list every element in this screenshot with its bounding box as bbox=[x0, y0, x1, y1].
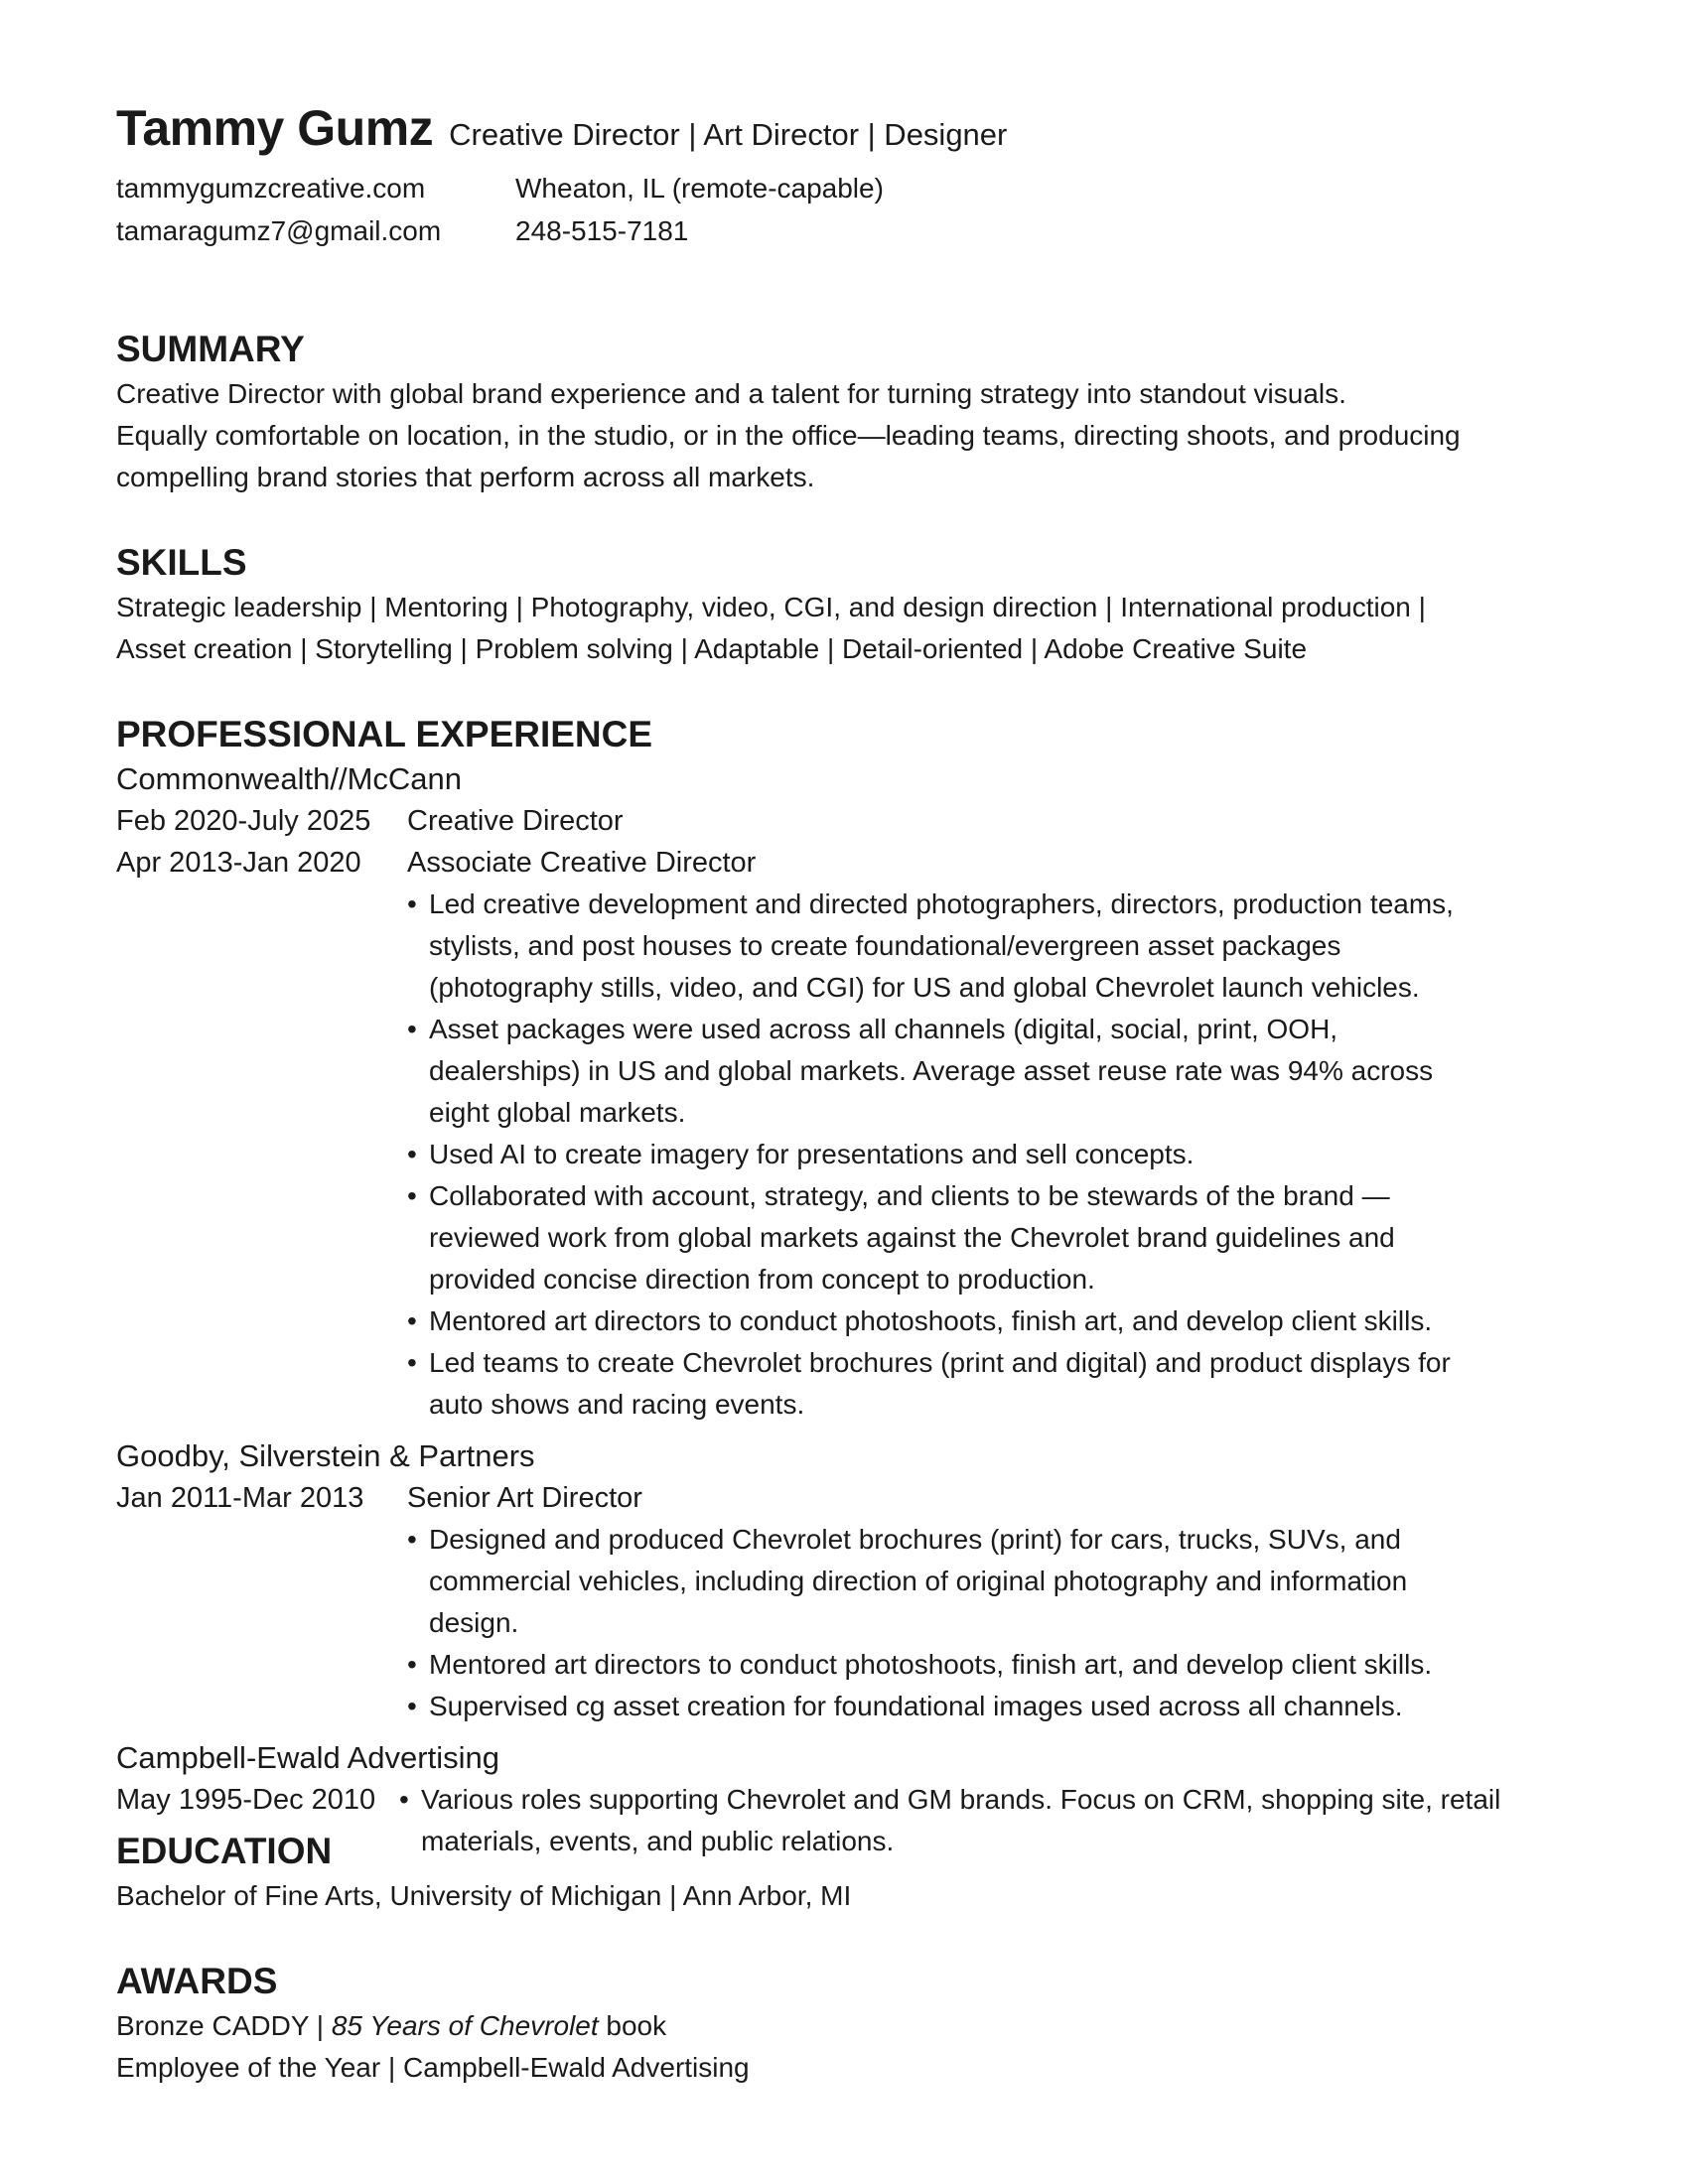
experience-heading: PROFESSIONAL EXPERIENCE bbox=[116, 714, 653, 754]
role-title: Senior Art Director bbox=[407, 1482, 642, 1514]
bullet-item: • Supervised cg asset creation for foundational images used across all channels. bbox=[407, 1686, 1491, 1727]
book-title: 85 Years of Chevrolet bbox=[331, 2010, 599, 2041]
bullet-icon: • bbox=[407, 1014, 417, 1044]
role-dates: Feb 2020-July 2025 bbox=[116, 805, 371, 837]
experience-section bbox=[116, 711, 1586, 1862]
bullet-icon: • bbox=[407, 1649, 417, 1680]
role-dates: Jan 2011-Mar 2013 bbox=[116, 1482, 364, 1514]
awards-section bbox=[116, 1958, 1586, 2089]
skills-heading: SKILLS bbox=[116, 542, 247, 583]
role-dates: May 1995-Dec 2010 bbox=[116, 1784, 376, 1816]
summary-line: Equally comfortable on location, in the studio, or in the office—leading teams, directing shoots, and producing bbox=[116, 420, 1461, 451]
role-row bbox=[116, 800, 1586, 842]
bullet-icon: • bbox=[407, 1305, 417, 1336]
resume-page bbox=[116, 99, 1586, 2083]
education-section bbox=[116, 1828, 1586, 1917]
bullet-icon: • bbox=[407, 1524, 417, 1555]
role-dates: Apr 2013-Jan 2020 bbox=[116, 847, 361, 879]
bullet-list bbox=[116, 1519, 1586, 1727]
contact-info bbox=[116, 167, 1586, 252]
bullet-item: • Mentored art directors to conduct photoshoots, finish art, and develop client skills. bbox=[407, 1644, 1491, 1686]
education-heading: EDUCATION bbox=[116, 1831, 333, 1871]
summary-section bbox=[116, 326, 1586, 498]
candidate-name: Tammy Gumz bbox=[116, 100, 434, 156]
bullet-icon: • bbox=[407, 1691, 417, 1721]
summary-line: Creative Director with global brand experience and a talent for turning strategy into standout visuals. bbox=[116, 378, 1346, 409]
bullet-list bbox=[116, 884, 1586, 1426]
bullet-icon: • bbox=[407, 888, 417, 919]
phone-text: 248-515-7181 bbox=[515, 215, 689, 246]
bullet-item: • Asset packages were used across all channels (digital, social, print, OOH, dealerships) in US and global markets. Average asset reuse rate was 94% across eight global markets. bbox=[407, 1009, 1491, 1134]
summary-heading: SUMMARY bbox=[116, 329, 305, 369]
skills-line: Asset creation | Storytelling | Problem solving | Adaptable | Detail-oriented | Adobe Creative Suite bbox=[116, 633, 1308, 664]
skills-section bbox=[116, 539, 1586, 670]
education-text: Bachelor of Fine Arts, University of Michigan | Ann Arbor, MI bbox=[116, 1880, 852, 1911]
award-item: Employee of the Year | Campbell-Ewald Advertising bbox=[116, 2052, 750, 2083]
role-title: Creative Director bbox=[407, 805, 624, 837]
resume-header bbox=[116, 99, 1586, 252]
skills-line: Strategic leadership | Mentoring | Photography, video, CGI, and design direction | International production | bbox=[116, 592, 1426, 622]
summary-text bbox=[116, 373, 1586, 498]
bullet-icon: • bbox=[407, 1139, 417, 1169]
bullet-item: • Mentored art directors to conduct photoshoots, finish art, and develop client skills. bbox=[407, 1300, 1491, 1342]
website-link[interactable]: tammygumzcreative.com bbox=[116, 173, 426, 204]
summary-line: compelling brand stories that perform across all markets. bbox=[116, 462, 815, 492]
job-entry bbox=[116, 758, 1586, 1426]
bullet-item: • Led creative development and directed photographers, directors, production teams, stylists, and post houses to create foundational/evergreen asset packages (photography stills, video, and CGI) for US and global Chevrolet launch vehicles. bbox=[407, 884, 1491, 1009]
role-row bbox=[116, 842, 1586, 884]
bullet-item: • Used AI to create imagery for presentations and sell concepts. bbox=[407, 1134, 1491, 1175]
role-title: Associate Creative Director bbox=[407, 847, 757, 879]
bullet-item: • Collaborated with account, strategy, and clients to be stewards of the brand — reviewed work from global markets against the Chevrolet brand guidelines and provided concise direction from concept to production. bbox=[407, 1175, 1491, 1300]
role-row bbox=[116, 1477, 1586, 1519]
candidate-tagline: Creative Director | Art Director | Designer bbox=[449, 117, 1008, 152]
bullet-item: • Various roles supporting Chevrolet and GM brands. Focus on CRM, shopping site, retail materials, events, and public relations. bbox=[399, 1779, 1513, 1862]
bullet-icon: • bbox=[407, 1347, 417, 1378]
bullet-item: • Led teams to create Chevrolet brochures (print and digital) and product displays for auto shows and racing events. bbox=[407, 1342, 1491, 1426]
location-text: Wheaton, IL (remote-capable) bbox=[515, 173, 884, 204]
email-link[interactable]: tamaragumz7@gmail.com bbox=[116, 215, 442, 246]
bullet-item: • Designed and produced Chevrolet brochures (print) for cars, trucks, SUVs, and commercial vehicles, including direction of original photography and information design. bbox=[407, 1519, 1491, 1644]
award-item: Bronze CADDY | 85 Years of Chevrolet book bbox=[116, 2010, 667, 2041]
company-name: Commonwealth//McCann bbox=[116, 761, 463, 796]
bullet-icon: • bbox=[399, 1784, 409, 1815]
company-name: Goodby, Silverstein & Partners bbox=[116, 1438, 535, 1473]
bullet-icon: • bbox=[407, 1180, 417, 1211]
job-entry bbox=[116, 1435, 1586, 1727]
company-name: Campbell-Ewald Advertising bbox=[116, 1740, 499, 1775]
skills-text bbox=[116, 587, 1586, 670]
awards-heading: AWARDS bbox=[116, 1961, 278, 2001]
